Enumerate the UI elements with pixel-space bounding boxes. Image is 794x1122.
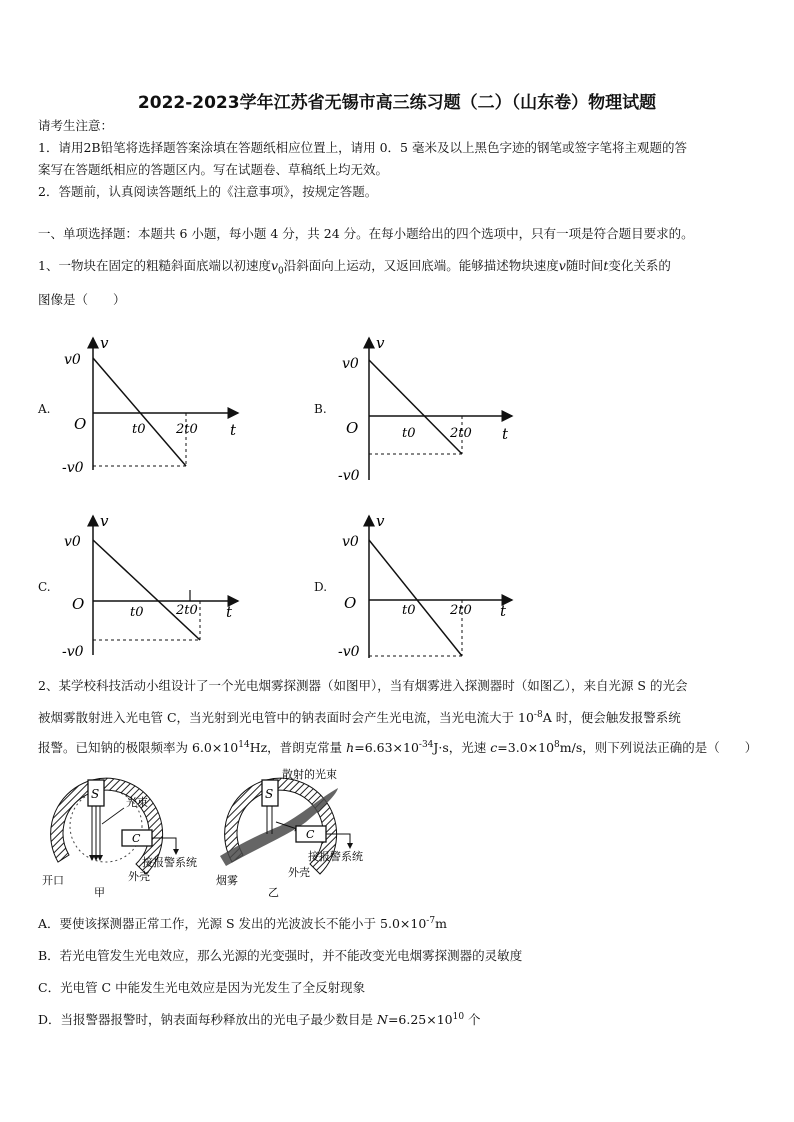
phototube-label: C bbox=[132, 832, 141, 845]
velocity-line bbox=[93, 540, 200, 640]
option-a-text: A．要使该探测器正常工作，光源 S 发出的光波波长不能小于 $5.0\times 10^{-7}m$ bbox=[38, 915, 447, 931]
neg-v0-label: -v0 bbox=[62, 644, 84, 660]
v0-label: v0 bbox=[64, 534, 81, 550]
t0-label: t0 bbox=[132, 422, 146, 437]
figure-yi bbox=[210, 764, 390, 904]
2t0-label: 2t0 bbox=[176, 603, 198, 618]
origin-label: O bbox=[72, 595, 85, 613]
question-1-stem-line2: 图像是（ ） bbox=[38, 292, 126, 307]
beam-label: 光束 bbox=[126, 796, 148, 809]
2t0-label: 2t0 bbox=[176, 422, 198, 437]
shell-label: 外壳 bbox=[128, 870, 150, 883]
figure-jia bbox=[36, 764, 216, 904]
option-c-label: C. bbox=[38, 580, 51, 594]
alarm-label: 接报警系统 bbox=[142, 856, 197, 869]
notice-item1-line1: 1．请用2B铅笔将选择题答案涂填在答题纸相应位置上，请用 0．5 毫米及以上黑色字迹的钢笔或签字笔将主观题的答 bbox=[38, 140, 687, 155]
t-axis-label: t bbox=[230, 421, 237, 439]
2t0-label: 2t0 bbox=[450, 603, 472, 618]
option-b-text: B．若光电管发生光电效应，那么光源的光变强时，并不能改变光电烟雾探测器的灵敏度 bbox=[38, 948, 523, 963]
beam-leader bbox=[102, 808, 124, 824]
velocity-line bbox=[369, 540, 462, 656]
v-axis-label: v bbox=[376, 512, 385, 530]
t-axis-label: t bbox=[500, 602, 507, 620]
smoke-label: 烟雾 bbox=[216, 874, 238, 887]
option-c-text: C．光电管 C 中能发生光电效应是因为光发生了全反射现象 bbox=[38, 980, 366, 995]
2t0-label: 2t0 bbox=[450, 426, 472, 441]
option-d-graph bbox=[334, 510, 534, 660]
source-label: S bbox=[91, 787, 100, 801]
shell-label: 外壳 bbox=[288, 866, 310, 879]
velocity-line bbox=[93, 358, 186, 466]
page-title: 2022-2023学年江苏省无锡市高三练习题（二）（山东卷）物理试题 bbox=[137, 93, 657, 113]
v-axis-label: v bbox=[376, 334, 385, 352]
option-c-graph bbox=[58, 510, 258, 660]
v0-label: v0 bbox=[342, 534, 359, 550]
scattered-label: 散射的光束 bbox=[282, 768, 337, 781]
v-axis-label: v bbox=[100, 334, 109, 352]
option-b-label: B. bbox=[314, 402, 327, 416]
neg-v0-label: -v0 bbox=[62, 460, 84, 476]
velocity-line bbox=[369, 360, 462, 454]
v0-label: v0 bbox=[64, 352, 81, 368]
question-2-line3: 报警。已知钠的极限频率为 $6.0\times 10^{14}Hz$，普朗克常量 $h=6.63\times 10^{-34}J\cdot s$，光速 $c=3.0\times 10^8m/s$，则下列说法正确的是（ ） bbox=[38, 739, 758, 755]
source-label: S bbox=[265, 787, 274, 801]
notice-heading: 请考生注意： bbox=[38, 118, 114, 133]
notice-item1-line2: 案写在答题纸相应的答题区内。写在试题卷、草稿纸上均无效。 bbox=[38, 162, 389, 177]
v-axis-label: v bbox=[100, 512, 109, 530]
origin-label: O bbox=[344, 594, 357, 612]
origin-label: O bbox=[74, 415, 87, 433]
t0-label: t0 bbox=[402, 426, 416, 441]
option-a-label: A. bbox=[38, 402, 51, 416]
option-d-text: D．当报警器报警时，钠表面每秒释放出的光电子最少数目是 $N=6.25\times 10^{10}$ 个 bbox=[38, 1011, 481, 1027]
neg-v0-label: -v0 bbox=[338, 468, 360, 484]
neg-v0-label: -v0 bbox=[338, 644, 360, 660]
phototube-label: C bbox=[306, 828, 315, 841]
opening-label: 开口 bbox=[42, 874, 64, 887]
origin-label: O bbox=[346, 419, 359, 437]
question-2-line2: 被烟雾散射进入光电管 C，当光射到光电管中的钠表面时会产生光电流，当光电流大于 $10^{-8}A$ 时，便会触发报警系统 bbox=[38, 709, 681, 725]
question-1-stem: 1、一物块在固定的粗糙斜面底端以初速度$v_0$沿斜面向上运动，又返回底端。能够描述物块速度v随时间t变化关系的 bbox=[38, 258, 671, 277]
v0-label: v0 bbox=[342, 356, 359, 372]
question-2-line1: 2、某学校科技活动小组设计了一个光电烟雾探测器（如图甲），当有烟雾进入探测器时（如图乙），来自光源 S 的光会 bbox=[38, 678, 688, 693]
figure-name: 甲 bbox=[94, 886, 105, 899]
option-b-graph bbox=[334, 330, 534, 485]
option-a-graph bbox=[58, 330, 258, 480]
figure-name: 乙 bbox=[268, 886, 279, 899]
t-axis-label: t bbox=[226, 603, 233, 621]
notice-item2: 2．答题前，认真阅读答题纸上的《注意事项》，按规定答题。 bbox=[38, 184, 378, 199]
option-d-label: D. bbox=[314, 580, 328, 594]
section-heading: 一、单项选择题：本题共 6 小题，每小题 4 分，共 24 分。在每小题给出的四个选项中，只有一项是符合题目要求的。 bbox=[38, 226, 694, 241]
t0-label: t0 bbox=[130, 605, 144, 620]
t-axis-label: t bbox=[502, 425, 509, 443]
t0-label: t0 bbox=[402, 603, 416, 618]
alarm-label: 接报警系统 bbox=[308, 850, 363, 863]
